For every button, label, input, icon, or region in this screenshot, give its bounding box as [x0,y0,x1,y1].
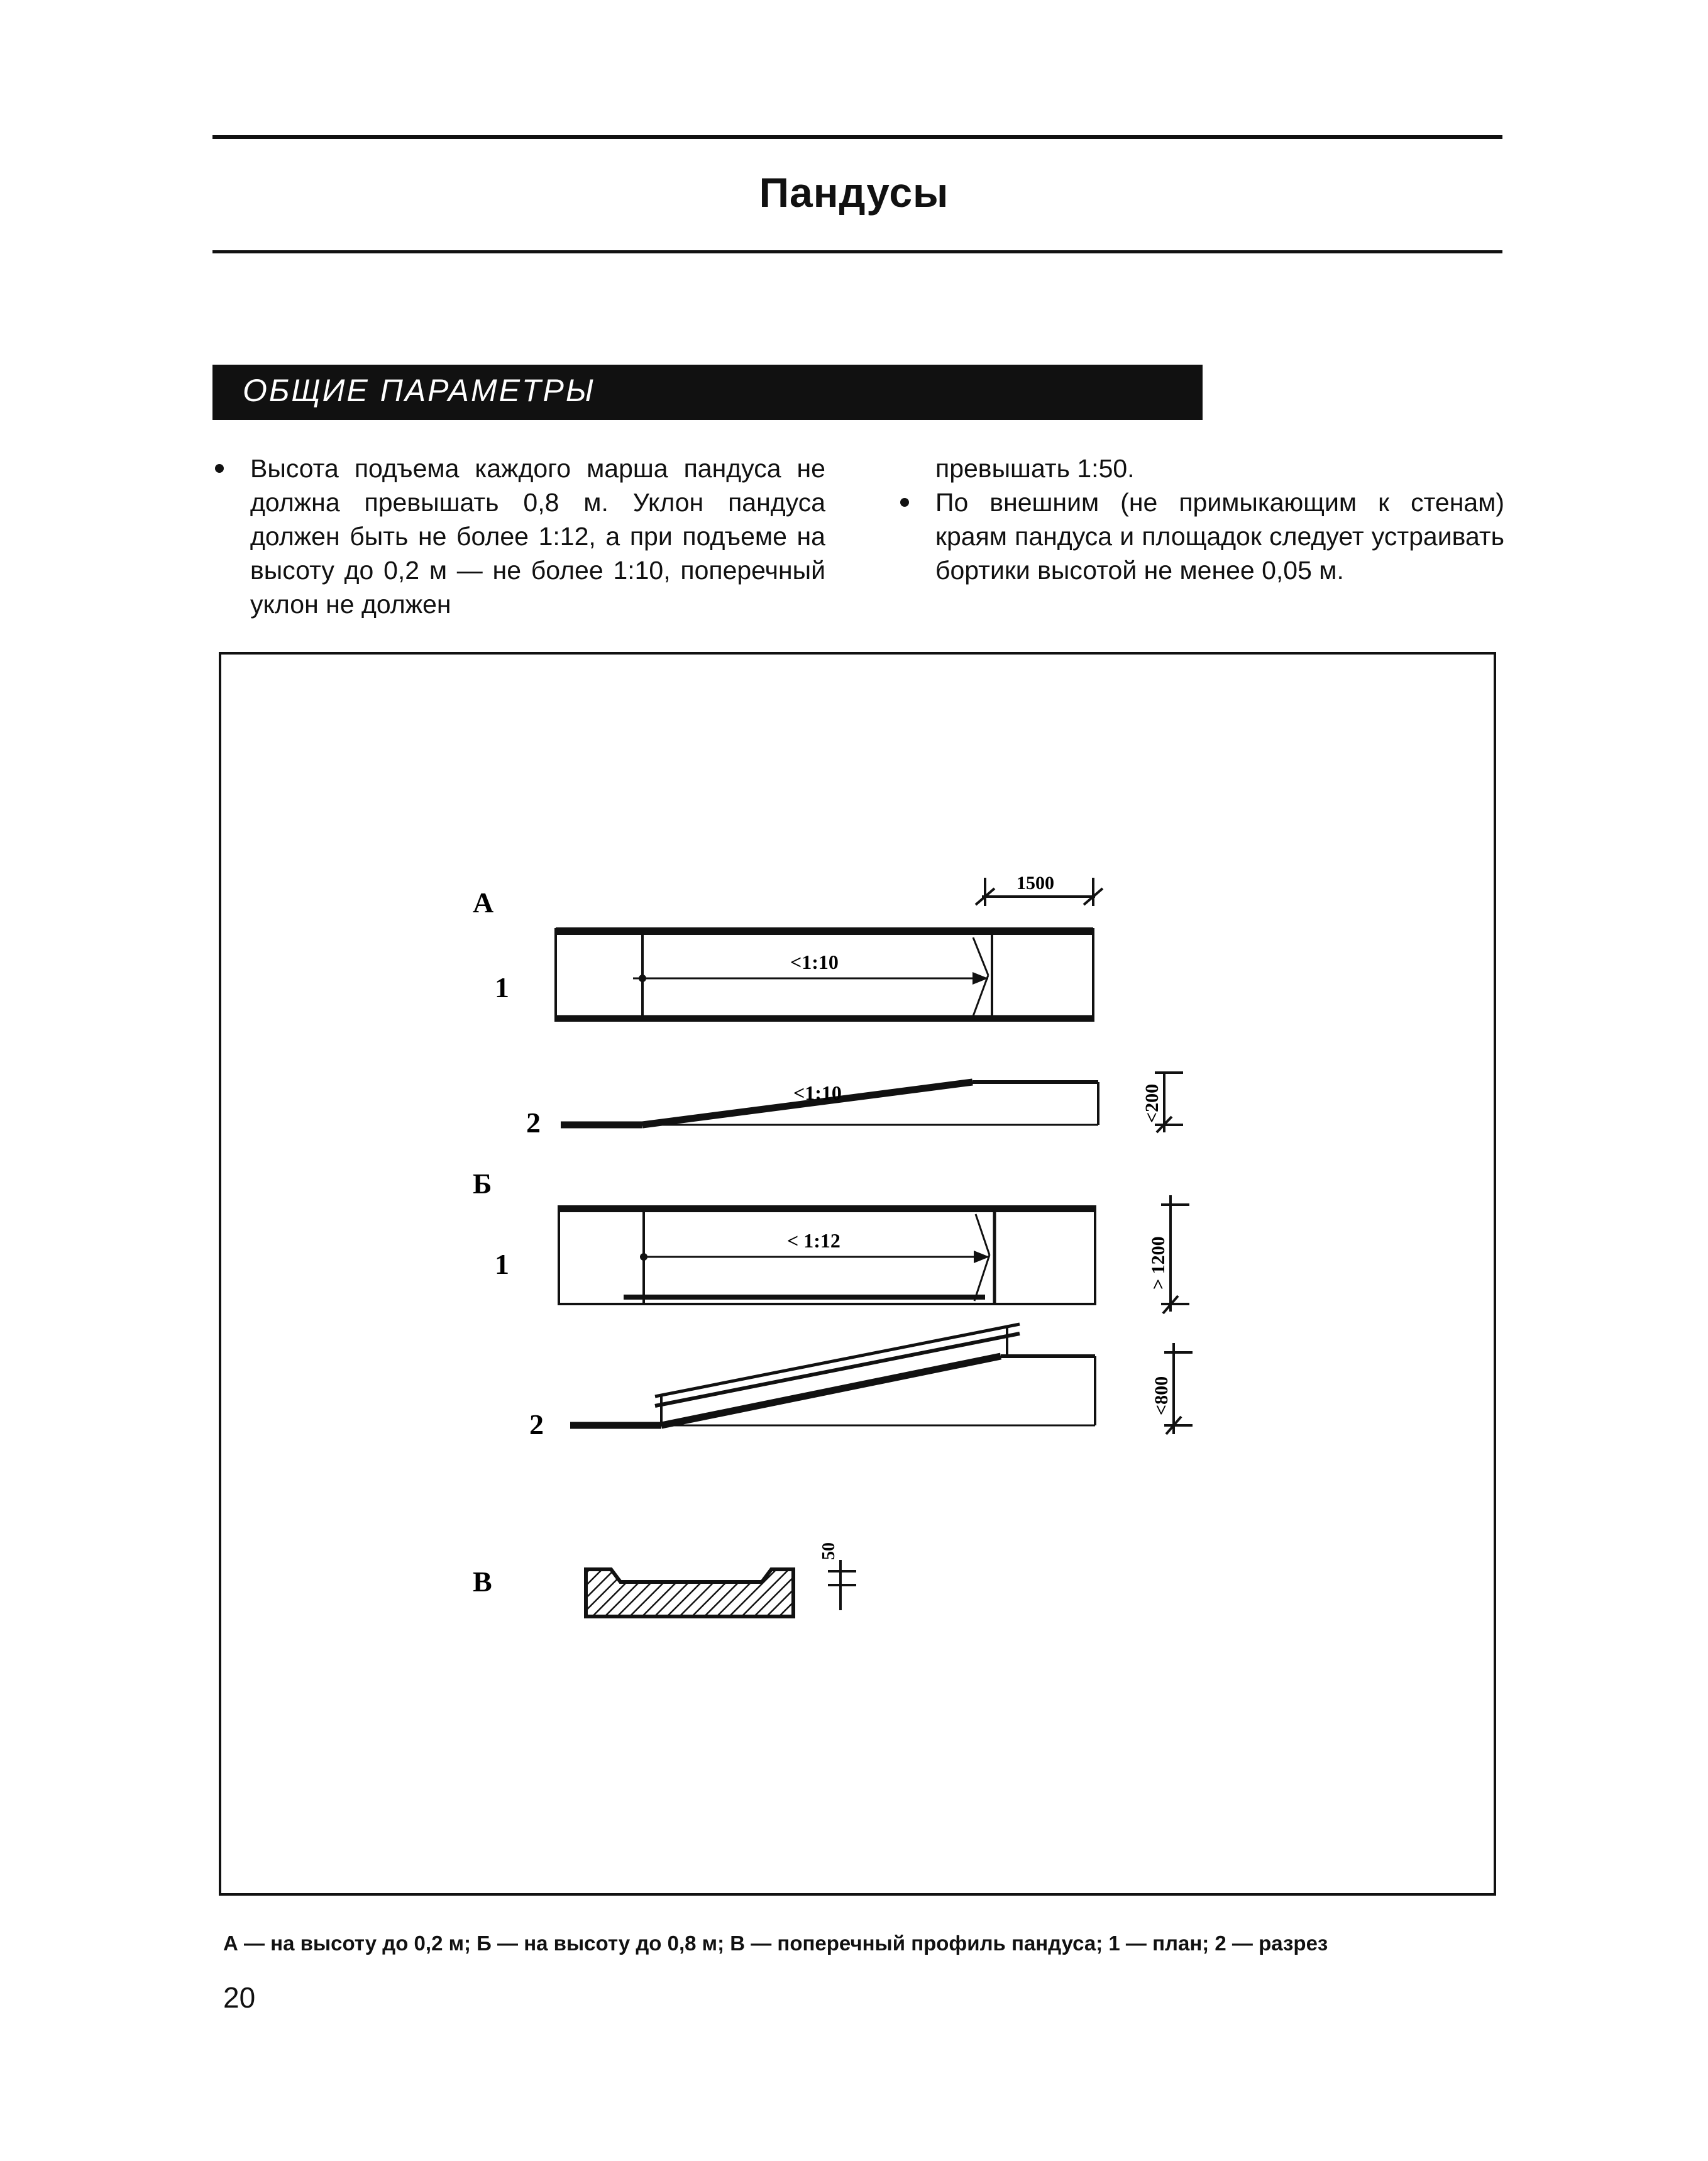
figure-caption: А — на высоту до 0,2 м; Б — на высоту до 0,8 м; В — поперечный профиль пандуса; 1 — план; 2 — разрез [223,1932,1328,1955]
bullet-continuation: превышать 1:50. [935,454,1135,483]
cross-profile [586,1569,793,1617]
page-number: 20 [223,1981,256,2014]
bullet-item-lift-height [212,451,825,621]
label-plan-a: 1 [495,971,509,1003]
section-heading-bar [212,365,1203,420]
dim-landing-length: 1500 [1017,873,1054,893]
bullet-text: По внешним (не примыкающим к стенам) краям пандуса и площадок следует устраивать бортики высотой не менее 0,05 м. [935,488,1504,585]
dim-width-b: > 1200 [1148,1236,1169,1290]
section-b [570,1324,1095,1425]
text-column-left [212,451,825,621]
bullet-text: Высота подъема каждого марша пандуса не должна превышать 0,8 м. Уклон пандуса должен быть не более 1:12, а при подъеме на высоту до 0,2 м — не более 1:10, поперечный уклон не должен [250,454,825,619]
page-title: Пандусы [759,169,949,216]
bullet-icon [215,464,224,473]
bullet-item-curbs [898,485,1504,587]
slope-section-a: <1:10 [793,1081,842,1104]
dim-curb-height: 50 [819,1542,839,1560]
dimension-curb-height [828,1560,856,1610]
bullet-icon [900,498,909,507]
figure-frame [219,652,1496,1896]
plan-a [556,929,1093,1020]
section-heading: ОБЩИЕ ПАРАМЕТРЫ [243,373,596,408]
label-group-a: А [473,887,494,919]
ramp-diagram [221,655,1494,1893]
dim-height-b: <800 [1151,1376,1172,1415]
label-section-b: 2 [529,1408,544,1440]
slope-plan-a: <1:10 [790,951,839,973]
plan-b [559,1207,1095,1304]
dim-height-a: <200 [1142,1083,1162,1123]
label-plan-b: 1 [495,1248,509,1280]
label-group-v: В [473,1566,492,1598]
label-section-a: 2 [526,1107,541,1139]
header-rule-top [212,135,1502,139]
header-rule-bottom [212,250,1502,253]
label-group-b: Б [473,1168,492,1200]
text-column-right [898,451,1504,587]
slope-plan-b: < 1:12 [787,1229,840,1252]
